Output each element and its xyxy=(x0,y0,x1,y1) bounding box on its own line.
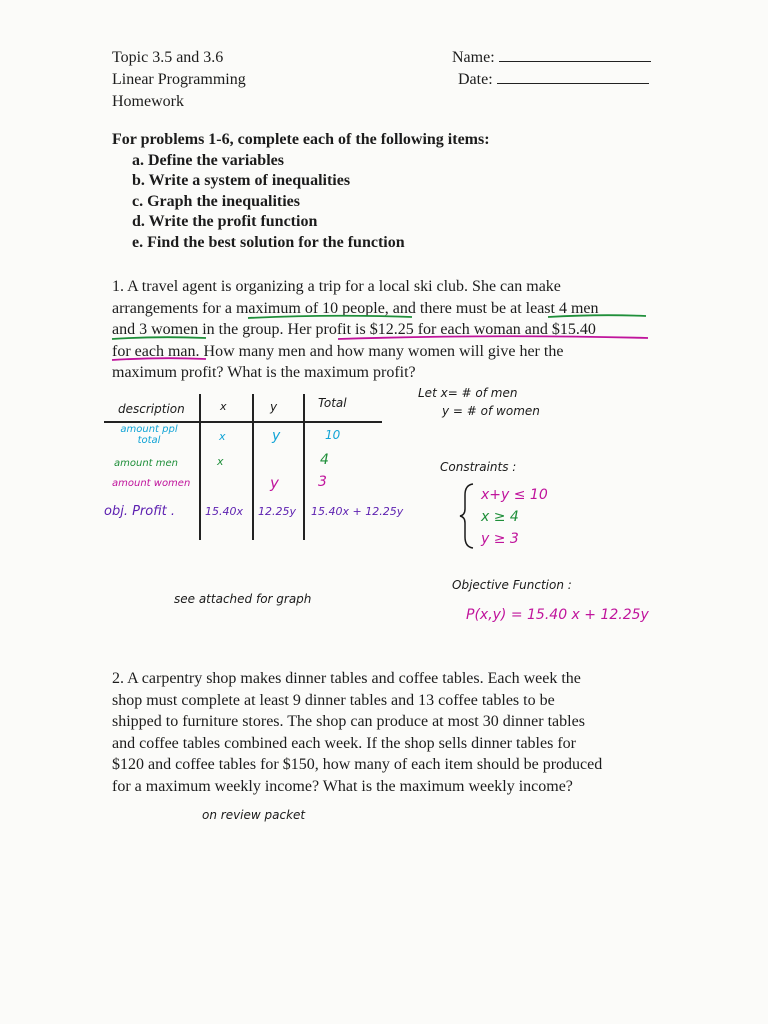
instruction-item: e. Find the best solution for the function xyxy=(132,233,405,251)
constraint-total: x+y ≤ 10 xyxy=(481,487,548,503)
constraints-brace xyxy=(458,481,478,551)
objective-label: Objective Function : xyxy=(452,578,572,592)
problem-line: 1. A travel agent is organizing a trip for a local ski club. She can make xyxy=(112,278,561,295)
problem-line: for a maximum weekly income? What is the maximum weekly income? xyxy=(112,777,573,795)
review-note: on review packet xyxy=(202,808,306,822)
objective-function: P(x,y) = 15.40 x + 12.25y xyxy=(466,607,649,623)
define-x: Let x= # of men xyxy=(418,386,518,400)
underline-each-man xyxy=(112,358,206,360)
constraints-label: Constraints : xyxy=(440,460,517,474)
problem-line: for each man. How many men and how many women will give her the xyxy=(112,342,564,360)
problem-line: and coffee tables combined each week. If the shop sells dinner tables for xyxy=(112,734,576,752)
row-men-label: amount men xyxy=(114,458,178,469)
row-women-value: 3 xyxy=(318,474,327,490)
instructions-title: For problems 1-6, complete each of the following items: xyxy=(112,131,490,148)
problem-line: $120 and coffee tables for $150, how many of each item should be produced xyxy=(112,756,603,773)
underline-profit xyxy=(338,336,648,339)
row-total-label: amount ppl total xyxy=(120,424,178,446)
problem-line: shop must complete at least 9 dinner tables and 13 coffee tables to be xyxy=(112,691,555,709)
row-total-value: 10 xyxy=(325,428,341,442)
problem-1-underlines xyxy=(0,0,768,400)
row-total-y: y xyxy=(272,428,281,444)
underline-max-people xyxy=(248,316,412,318)
row-profit-label: obj. Profit . xyxy=(104,504,175,519)
instruction-item: d. Write the profit function xyxy=(132,213,318,230)
graph-note: see attached for graph xyxy=(174,592,312,606)
header-total: Total xyxy=(318,396,347,410)
define-y: y = # of women xyxy=(442,404,540,418)
row-women-y: y xyxy=(270,474,279,492)
table-vline xyxy=(199,394,201,540)
table-header-rule xyxy=(104,421,382,423)
row-total-x: x xyxy=(219,430,226,443)
row-men-value: 4 xyxy=(320,452,329,468)
subject-label: Linear Programming xyxy=(112,71,246,88)
name-label: Name: xyxy=(452,49,495,66)
header-x: x xyxy=(220,400,227,413)
problem-line: and 3 women in the group. Her profit is $12.25 for each woman and $15.40 xyxy=(112,321,596,338)
underline-3-women xyxy=(112,337,206,339)
table-vline xyxy=(252,394,254,540)
instruction-item: b. Write a system of inequalities xyxy=(132,172,351,189)
header-description: description xyxy=(118,402,185,416)
underline-at-least-4-men xyxy=(548,315,646,317)
row-profit-total: 15.40x + 12.25y xyxy=(311,505,404,518)
instruction-item: c. Graph the inequalities xyxy=(132,192,301,210)
type-label: Homework xyxy=(112,93,184,110)
row-men-x: x xyxy=(217,455,224,468)
problem-line: shipped to furniture stores. The shop can produce at most 30 dinner tables xyxy=(112,713,585,730)
date-label: Date: xyxy=(458,71,493,88)
constraint-women: y ≥ 3 xyxy=(481,531,519,547)
header-y: y xyxy=(270,400,278,414)
problem-2-text xyxy=(112,668,602,797)
constraint-men: x ≥ 4 xyxy=(481,509,519,525)
row-profit-x: 15.40x xyxy=(205,505,244,518)
row-women-label: amount women xyxy=(112,478,191,489)
problem-line: 2. A carpentry shop makes dinner tables and coffee tables. Each week the xyxy=(112,670,581,687)
problem-line: maximum profit? What is the maximum profit? xyxy=(112,364,416,381)
problem-line: arrangements for a maximum of 10 people, and there must be at least 4 men xyxy=(112,299,599,317)
instruction-item: a. Define the variables xyxy=(132,151,284,169)
row-profit-y: 12.25y xyxy=(258,505,297,518)
table-vline xyxy=(303,394,305,540)
topic-label: Topic 3.5 and 3.6 xyxy=(112,49,224,66)
